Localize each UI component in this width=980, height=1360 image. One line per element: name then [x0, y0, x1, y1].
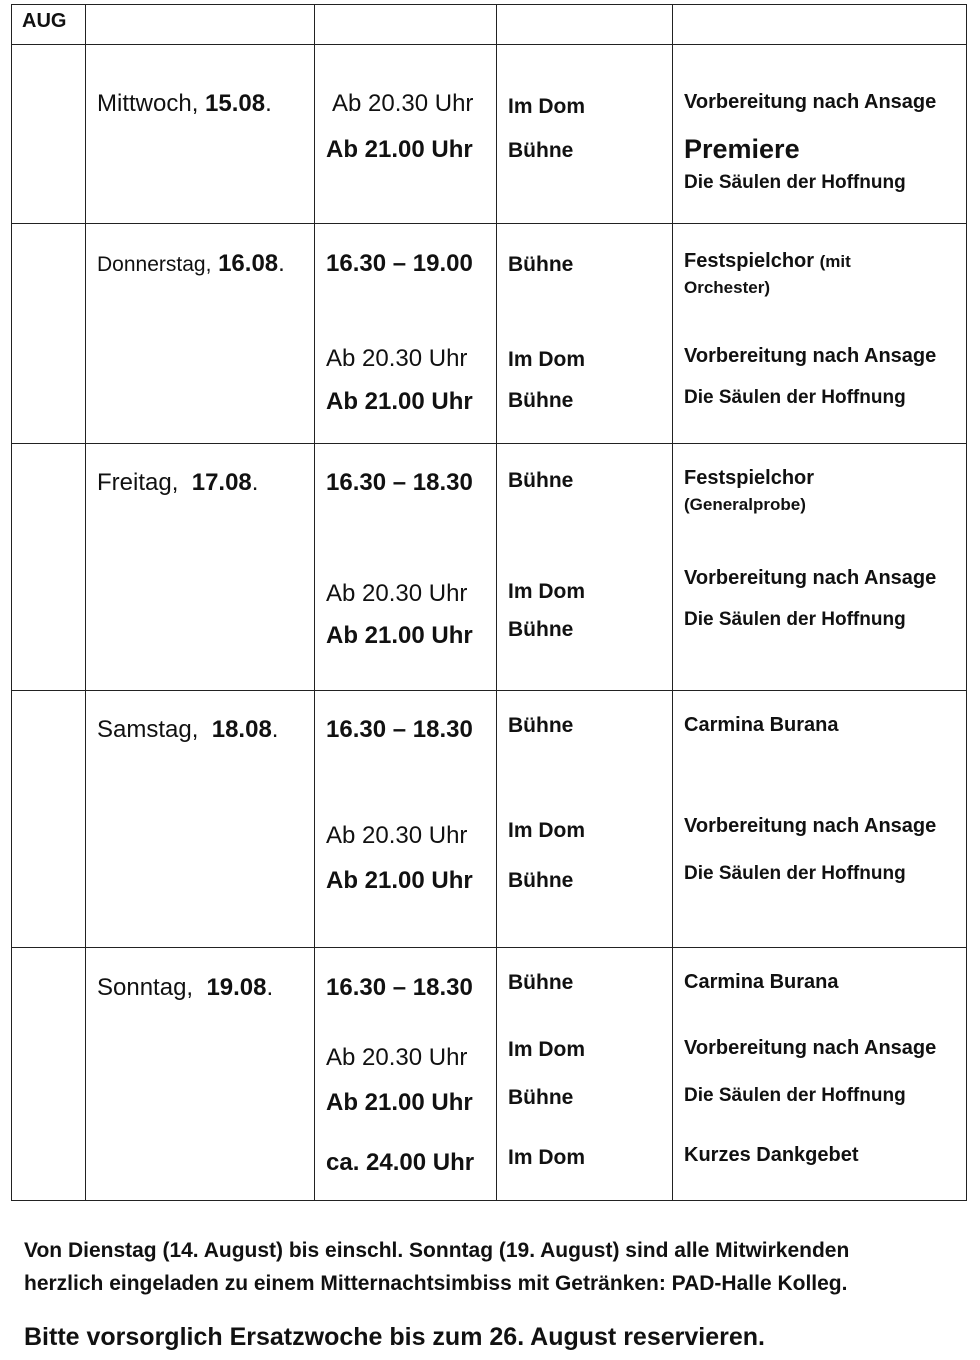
day-date: 18.08: [211, 716, 272, 743]
day-cell: [97, 471, 258, 495]
day-date: 16.08: [218, 250, 279, 277]
program-note: Orchester): [684, 278, 770, 297]
row-divider: [11, 443, 967, 444]
program-cell: Carmina Burana: [684, 971, 839, 993]
day-date: 15.08: [205, 90, 266, 117]
program-cell: Die Säulen der Hoffnung: [684, 863, 906, 884]
day-cell: [97, 252, 285, 276]
place-cell: Bühne: [508, 469, 574, 492]
place-cell: Bühne: [508, 139, 574, 162]
program-cell: Vorbereitung nach Ansage: [684, 345, 937, 367]
program-cell: Vorbereitung nach Ansage: [684, 815, 937, 837]
footer-notice: Bitte vorsorglich Ersatzwoche bis zum 26. August reservieren.: [24, 1323, 765, 1351]
time-cell: Ab 21.00 Uhr: [326, 1089, 473, 1116]
time-cell: Ab 20.30 Uhr: [326, 580, 468, 607]
day-cell: [97, 976, 273, 1000]
column-divider: [85, 4, 86, 1201]
row-divider: [11, 947, 967, 948]
time-cell: Ab 20.30 Uhr: [332, 90, 474, 117]
day-suffix: .: [278, 250, 285, 277]
program-cell: Kurzes Dankgebet: [684, 1144, 859, 1166]
day-suffix: .: [251, 469, 259, 496]
program-note: (Generalprobe): [684, 495, 806, 514]
table-border-top: [11, 4, 967, 5]
place-cell: Bühne: [508, 714, 574, 737]
place-cell: Bühne: [508, 618, 574, 641]
place-cell: Im Dom: [508, 819, 586, 842]
row-divider: [11, 44, 967, 45]
month-label: AUG: [22, 10, 67, 32]
program-title: Festspielchor: [684, 250, 815, 272]
program-cell: Vorbereitung nach Ansage: [684, 91, 937, 113]
time-cell: 16.30 – 19.00: [326, 250, 473, 277]
place-cell: Bühne: [508, 253, 574, 276]
time-cell: 16.30 – 18.30: [326, 974, 473, 1001]
time-cell: Ab 20.30 Uhr: [326, 1044, 468, 1071]
time-cell: Ab 21.00 Uhr: [326, 622, 473, 649]
time-cell: Ab 20.30 Uhr: [326, 822, 468, 849]
place-cell: Im Dom: [508, 580, 586, 603]
place-cell: Im Dom: [508, 1038, 586, 1061]
time-cell: Ab 21.00 Uhr: [326, 136, 473, 163]
day-name: Sonntag,: [97, 974, 194, 1001]
program-note: (mit: [819, 252, 851, 271]
place-cell: Im Dom: [508, 95, 586, 118]
time-cell: 16.30 – 18.30: [326, 469, 473, 496]
table-border-right: [966, 4, 967, 1201]
program-cell: Die Säulen der Hoffnung: [684, 172, 906, 193]
day-name: Freitag,: [97, 469, 179, 496]
place-cell: Bühne: [508, 869, 574, 892]
day-suffix: .: [266, 974, 274, 1001]
time-cell: 16.30 – 18.30: [326, 716, 473, 743]
program-cell: Vorbereitung nach Ansage: [684, 1037, 937, 1059]
time-cell: ca. 24.00 Uhr: [326, 1149, 475, 1176]
place-cell: Im Dom: [508, 348, 586, 371]
program-cell: Carmina Burana: [684, 714, 839, 736]
place-cell: Bühne: [508, 1086, 574, 1109]
program-cell: Festspielchor: [684, 467, 815, 489]
program-cell: [684, 251, 851, 271]
time-cell: Ab 21.00 Uhr: [326, 867, 473, 894]
day-cell: [97, 718, 278, 742]
day-cell: [97, 92, 272, 116]
day-name: Donnerstag,: [97, 253, 212, 276]
day-name: Samstag,: [97, 716, 199, 743]
footer-line-1: Von Dienstag (14. August) bis einschl. Sonntag (19. August) sind alle Mitwirkenden: [24, 1239, 850, 1262]
day-suffix: .: [271, 716, 279, 743]
table-border-bottom: [11, 1200, 967, 1201]
program-cell: Vorbereitung nach Ansage: [684, 567, 937, 589]
row-divider: [11, 690, 967, 691]
column-divider: [314, 4, 315, 1201]
time-cell: Ab 21.00 Uhr: [326, 388, 473, 415]
place-cell: Im Dom: [508, 1146, 586, 1169]
column-divider: [672, 4, 673, 1201]
program-cell: Die Säulen der Hoffnung: [684, 387, 906, 408]
program-cell: Die Säulen der Hoffnung: [684, 609, 906, 630]
place-cell: Bühne: [508, 971, 574, 994]
day-date: 19.08: [206, 974, 267, 1001]
day-name: Mittwoch,: [97, 90, 199, 117]
premiere-label: Premiere: [684, 134, 800, 164]
program-cell: Die Säulen der Hoffnung: [684, 1085, 906, 1106]
day-date: 17.08: [191, 469, 252, 496]
table-border-left: [11, 4, 12, 1201]
time-cell: Ab 20.30 Uhr: [326, 345, 468, 372]
footer-line-2: herzlich eingeladen zu einem Mitternachtsimbiss mit Getränken: PAD-Halle Kolleg.: [24, 1272, 848, 1295]
day-suffix: .: [265, 90, 272, 117]
place-cell: Bühne: [508, 389, 574, 412]
row-divider: [11, 223, 967, 224]
column-divider: [496, 4, 497, 1201]
